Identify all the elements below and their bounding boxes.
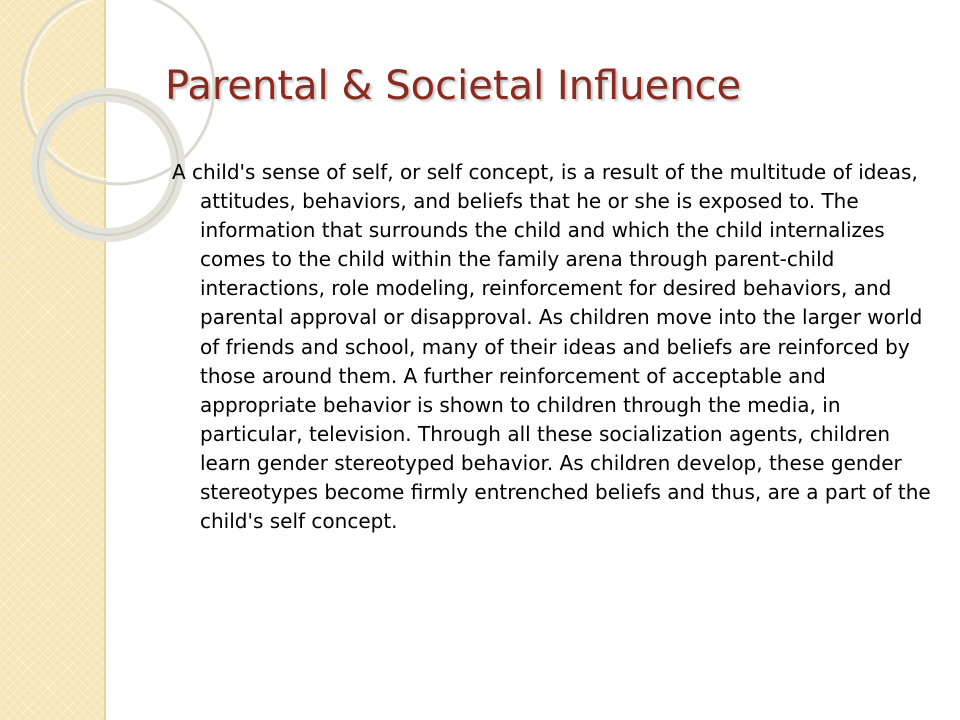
slide-title: Parental & Societal Influence (165, 63, 742, 109)
slide-body-paragraph: A child's sense of self, or self concept, is a result of the multitude of ideas, attitudes, behaviors, and beliefs that he or she is exposed to. The information that surrounds the child and which the child internalizes comes to the child within the family arena through parent-child interactions, role modeling, reinforcement for desired behaviors, and parental approval or disapproval. As children move into the larger world of friends and school, many of their ideas and beliefs are reinforced by those around them. A further reinforcement of acceptable and appropriate behavior is shown to children through the media, in particular, television. Through all these socialization agents, children learn gender stereotyped behavior. As children develop, these gender stereotypes become firmly entrenched beliefs and thus, are a part of the child's self concept. (172, 160, 931, 534)
